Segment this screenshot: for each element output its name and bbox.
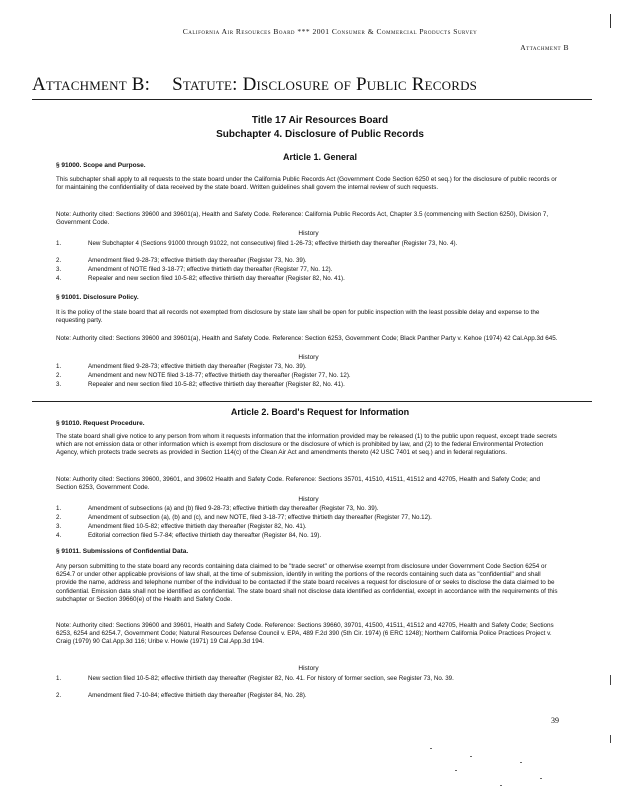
attachment-label: Attachment B <box>520 43 569 52</box>
history-text: Amendment of subsection (a), (b) and (c), and new NOTE, filed 3-18-77; effective thirtieth day thereafter (Register 77, No.12). <box>88 514 432 521</box>
section-91011-history-title: History <box>298 665 319 672</box>
history-num: 2. <box>56 514 62 521</box>
history-text: Amendment filed 10-5-82; effective thirtieth day thereafter (Register 82, No. 41). <box>88 523 307 530</box>
section-91001-history-title: History <box>298 354 319 361</box>
section-91010-heading: § 91010. Request Procedure. <box>56 420 145 427</box>
scan-speck <box>430 748 432 749</box>
section-91001-heading: § 91001. Disclosure Policy. <box>56 294 139 301</box>
section-91000-note: Note: Authority cited: Sections 39600 and 39601(a), Health and Safety Code. Reference: California Public Records Act, Chapter 3.5 (commencing with Section 6250), Division 7, Government Code. <box>56 211 549 227</box>
history-text: Amendment filed 9-28-73; effective thirtieth day thereafter (Register 73, No. 39). <box>88 257 307 264</box>
history-text: Repealer and new section filed 10-5-82; effective thirtieth day thereafter (Register 82, No. 41). <box>88 381 345 388</box>
subtitle-line2: Subchapter 4. Disclosure of Public Records <box>216 129 424 140</box>
history-num: 2. <box>56 692 62 699</box>
page-title <box>32 74 592 96</box>
scan-speck <box>540 778 542 779</box>
section-91010-history-title: History <box>298 496 319 503</box>
subtitle-line1: Title 17 Air Resources Board <box>251 115 389 126</box>
section-91001-body: It is the policy of the state board that all records not exempted from disclosure by state law shall be open for public inspection with the least possible delay and expense to the requesting party. <box>56 309 540 325</box>
running-head: California Air Resources Board *** 2001 Consumer & Commercial Products Survey <box>182 27 478 36</box>
history-text: Amendment filed 7-10-84; effective thirtieth day thereafter (Register 84, No. 28). <box>88 692 307 699</box>
section-91011-heading: § 91011. Submissions of Confidential Data. <box>56 548 189 555</box>
history-text: Editorial correction filed 5-7-84; effective thirtieth day thereafter (Register 84, No. 19). <box>88 532 322 539</box>
history-text: Amendment of subsections (a) and (b) filed 9-28-73; effective thirtieth day thereafter (Register 73, No. 39). <box>88 505 379 512</box>
history-num: 3. <box>56 523 62 530</box>
history-num: 1. <box>56 240 62 247</box>
section-91011-body: Any person submitting to the state board any records containing data claimed to be "trade secret" or otherwise exempt from disclosure under Government Code Section 6254 or 6254.7 or under other applicable provisions of law shall, at the time of submission, identify in writing the portions of the records containing such data as "confidential" and shall provide the name, address and telephone number of the individual to be contacted if the state board receives a request for disclosure of or seeks to disclose the data claimed to be confidential. Emission data shall not be identified as confidential. The state board shall not disclose data identified as confidential, except in accordance with the requirements of this subchapter or Section 39660(e) of the Health and Safety Code. <box>56 563 558 603</box>
title-rule <box>32 99 592 100</box>
section-91010-body: The state board shall give notice to any person from whom it requests information that the information provided may be released (1) to the public upon request, except trade secrets which are not emission data or other information which is exempt from disclosure or the disclosure of which is prohibited by law, and (2) to the federal Environmental Protection Agency, which protects trade secrets as provided in Section 114(c) of the Clean Air Act and amendments thereto (42 USC 7401 et seq.) and in federal regulations. <box>56 433 557 457</box>
section-91000-history-title: History <box>298 230 319 237</box>
history-num: 4. <box>56 275 62 282</box>
history-num: 3. <box>56 381 62 388</box>
scan-mark <box>610 675 611 685</box>
section-91010-note: Note: Authority cited: Sections 39600, 39601, and 39602 Health and Safety Code. Reference: Sections 35701, 41510, 41511, 41512 and 42705, Health and Safety Code; and Section 6253, Government Code. <box>56 476 541 492</box>
page-title-right: Statute: Disclosure of Public Records <box>172 74 478 95</box>
history-text: Amendment and new NOTE filed 3-18-77; effective thirtieth day thereafter (Register 77, No. 12). <box>88 372 351 379</box>
subtitle <box>50 114 590 142</box>
scan-speck <box>455 770 457 771</box>
section-91000-heading: § 91000. Scope and Purpose. <box>56 162 146 169</box>
history-text: Amendment filed 9-28-73; effective thirtieth day thereafter (Register 73, No. 39). <box>88 363 307 370</box>
scan-speck <box>470 756 472 757</box>
page-title-left: Attachment B: <box>32 74 151 95</box>
scan-mark <box>610 735 611 743</box>
page-number: 39 <box>551 716 559 725</box>
history-num: 1. <box>56 363 62 370</box>
history-text: Amendment of NOTE filed 3-18-77; effective thirtieth day thereafter (Register 77, No. 12). <box>88 266 333 273</box>
section-91001-note: Note: Authority cited: Sections 39600 and 39601(a), Health and Safety Code. Reference: Section 6253, Government Code; Black Panther Party v. Kehoe (1974) 42 Cal.App.3d 645. <box>56 335 558 342</box>
scan-mark <box>610 14 611 28</box>
section-91011-note: Note: Authority cited: Sections 39600 and 39601, Health and Safety Code. Reference: Sections 39660, 39701, 41500, 41511, 41512 and 42705, Health and Safety Code; Sections 6253, 6254 and 6254.7, Government Code; Natural Resources Defense Council v. EPA, 489 F.2d 390 (5th Cir. 1974) (6 ERC 1248); Northern California Police Practices Project v. Craig (1979) 90 Cal.App.3d 116; Uribe v. Howie (1971) 19 Cal.App.3d 194. <box>56 622 554 646</box>
history-num: 1. <box>56 675 62 682</box>
history-text: Repealer and new section filed 10-5-82; effective thirtieth day thereafter (Register 82, No. 41). <box>88 275 345 282</box>
article-2-heading: Article 2. Board's Request for Information <box>230 407 410 417</box>
scan-speck <box>520 762 522 763</box>
history-text: New section filed 10-5-82; effective thirtieth day thereafter (Register 82, No. 41. For history of former section, see Register 73, No. 39. <box>88 675 454 682</box>
section-91000-body: This subchapter shall apply to all requests to the state board under the California Public Records Act (Government Code Section 6250 et seq.) for the disclosure of public records or for maintaining the confidentiality of data received by the state board. Written guidelines shall govern the internal review of such requests. <box>56 176 557 192</box>
history-num: 2. <box>56 257 62 264</box>
scan-speck <box>500 785 502 786</box>
history-num: 1. <box>56 505 62 512</box>
history-num: 3. <box>56 266 62 273</box>
article-1-heading: Article 1. General <box>282 152 358 162</box>
history-num: 2. <box>56 372 62 379</box>
history-text: New Subchapter 4 (Sections 91000 through 91022, not consecutive) filed 1-26-73; effective thirtieth day thereafter (Register 73, No. 4). <box>88 240 458 247</box>
history-num: 4. <box>56 532 62 539</box>
article-rule <box>32 401 592 402</box>
